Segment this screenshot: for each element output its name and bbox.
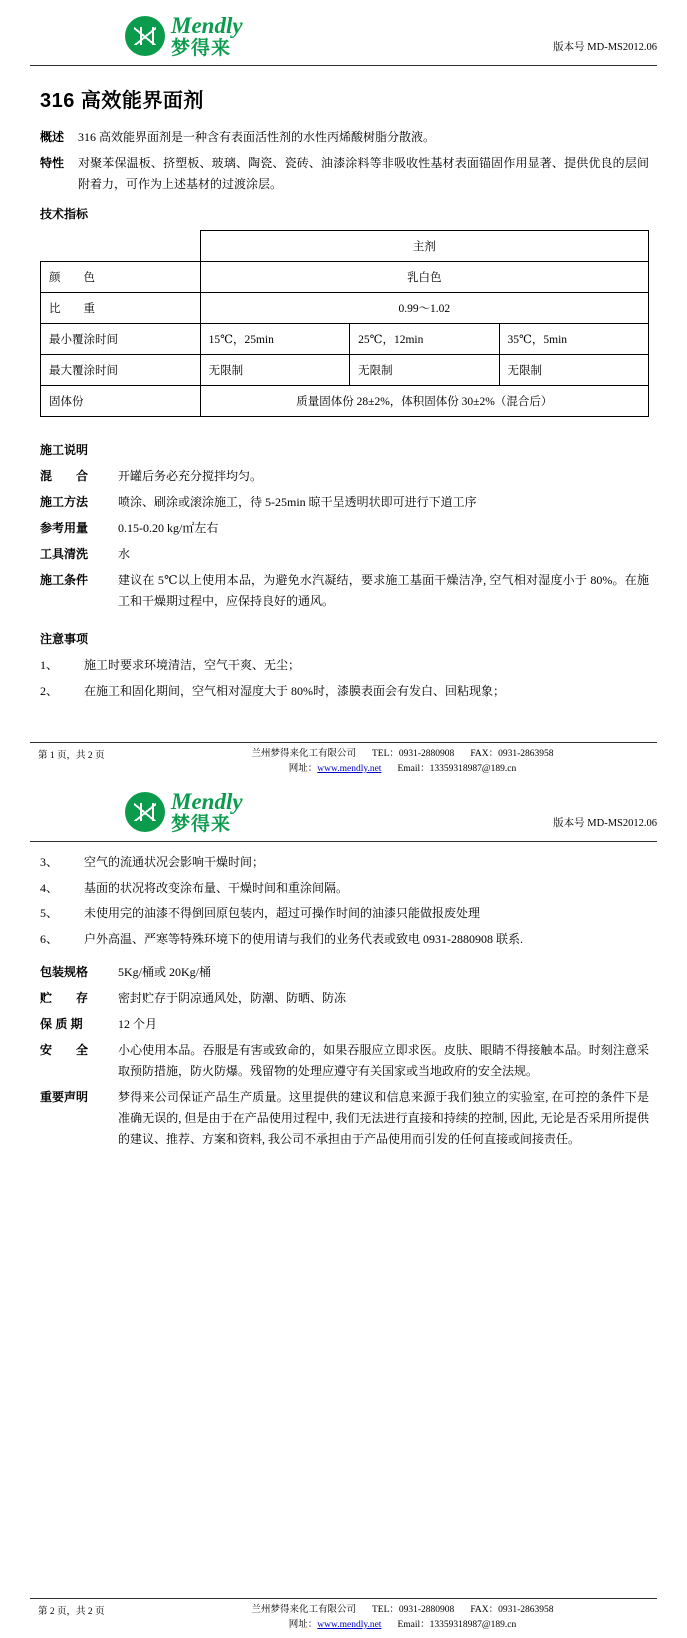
construction-text: 开罐后务必充分搅拌均匀。 [118,469,263,483]
notice-item [40,655,649,677]
footer-tel-label: TEL： [371,1604,399,1615]
spec-row-value: 35℃，5min [499,324,648,355]
tail-item [40,988,649,1009]
construction-label: 施工条件 [40,573,89,587]
tail-label: 重要声明 [40,1090,89,1105]
footer-tel: 0931-2880908 [398,1604,455,1615]
notice-number: 1、 [40,658,59,672]
spec-row-value: 无限制 [350,355,499,386]
spec-row-label: 固体份 [41,386,201,417]
notice-text: 空气的流通状况会影响干燥时间； [84,855,265,869]
header-divider [30,65,657,66]
page-header [0,0,687,62]
notice-number: 6、 [40,931,59,946]
brand-name-en: Mendly [171,13,243,38]
notice-number: 5、 [40,906,59,921]
tail-item [40,962,649,983]
spec-row-value: 无限制 [499,355,648,386]
mendly-logo-icon [125,16,165,56]
tail-text: 密封贮存于阴凉通风处，防潮、防晒、防冻 [118,991,347,1006]
notice-item [40,852,649,874]
features-row [40,153,649,195]
table-row [41,262,649,293]
footer-email-label: Email： [397,1619,430,1630]
spec-empty-corner [41,231,201,262]
page-2 [0,782,687,1638]
overview-text: 316 高效能界面剂是一种含有表面活性剂的水性丙烯酸树脂分散液。 [78,130,436,144]
footer-tel-label: TEL： [371,748,399,759]
brand-text [171,790,243,834]
spec-row-value: 无限制 [200,355,349,386]
notice-text: 未使用完的油漆不得倒回原包装内，超过可操作时间的油漆只能做报废处理 [84,906,481,921]
spec-heading: 技术指标 [40,207,89,221]
table-row [41,231,649,262]
footer-fax-label: FAX： [470,748,499,759]
spec-table [40,230,649,417]
tail-label: 包装规格 [40,965,89,980]
notice-item [40,878,649,900]
spec-row-label: 颜 色 [41,262,201,293]
construction-item [40,570,649,612]
page1-content [0,127,687,702]
construction-label: 工具清洗 [40,547,89,561]
spec-row-value: 25℃，12min [350,324,499,355]
page2-content [0,842,687,1150]
table-row [41,386,649,417]
construction-item [40,492,649,513]
notice-number: 3、 [40,855,59,869]
version-note: 版本号 MD-MS2012.06 [553,818,657,829]
table-row [41,293,649,324]
tail-label: 贮 存 [40,991,89,1006]
page2-footer [0,1598,687,1633]
tail-item [40,1087,649,1150]
spec-row-label: 最大覆涂时间 [41,355,201,386]
notice-text: 施工时要求环境清洁，空气干爽、无尘； [84,658,301,672]
features-text: 对聚苯保温板、挤塑板、玻璃、陶瓷、瓷砖、油漆涂料等非吸收性基材表面锚固作用显著、提供优良的层间附着力，可作为上述基材的过渡涂层。 [78,156,649,191]
overview-label: 概述 [40,130,65,144]
table-row [41,355,649,386]
footer-site-label: 网址： [288,763,318,774]
footer-email: 13359318987@189.cn [429,763,517,774]
spec-row-value: 15℃，25min [200,324,349,355]
overview-row [40,127,649,148]
page-1 [0,0,687,782]
notice-item [40,903,649,925]
page-title: 316 高效能界面剂 [40,90,204,112]
construction-heading: 施工说明 [40,443,89,457]
footer-company: 兰州梦得来化工有限公司 [251,748,356,759]
page-number: 第 1 页，共 2 页 [38,750,105,761]
spec-row-value: 质量固体份 28±2%，体积固体份 30±2%（混合后） [200,386,648,417]
footer-company: 兰州梦得来化工有限公司 [251,1604,356,1615]
footer-fax: 0931-2863958 [498,748,554,759]
brand-logo [125,790,243,834]
tail-item [40,1040,649,1082]
features-label: 特性 [40,156,65,170]
mendly-logo-icon [125,792,165,832]
notice-text: 基面的状况将改变涂布量、干燥时间和重涂间隔。 [84,880,349,895]
notice-text: 户外高温、严寒等特殊环境下的使用请与我们的业务代表或致电 0931-2880908 联系. [84,931,523,946]
spec-row-value: 0.99～1.02 [200,293,648,324]
spec-row-label: 最小覆涂时间 [41,324,201,355]
brand-text [171,14,243,58]
construction-text: 建议在 5℃以上使用本品，为避免水汽凝结，要求施工基面干燥洁净, 空气相对湿度小于 80%。在施工和干燥期过程中，应保持良好的通风。 [118,573,649,608]
spec-row-value: 乳白色 [200,262,648,293]
tail-text: 小心使用本品。吞服是有害或致命的，如果吞服应立即求医。皮肤、眼睛不得接触本品。时刻注意采取预防措施，防火防爆。残留物的处理应遵守有关国家或当地政府的安全法规。 [118,1043,649,1079]
table-row [41,324,649,355]
version-note: 版本号 MD-MS2012.06 [553,42,657,53]
brand-name-cn: 梦得来 [171,38,232,59]
spec-row-label: 比 重 [41,293,201,324]
construction-item [40,544,649,565]
footer-email: 13359318987@189.cn [429,1619,517,1630]
tail-text: 梦得来公司保证产品生产质量。这里提供的建议和信息来源于我们独立的实验室, 在可控的条件下是准确无误的, 但是由于在产品使用过程中, 我们无法进行直接和持续的控制, 因此, 无论是否采用所提供的建议、推荐、方案和资料, 我公司不承担由于产品使用而引发的任何直接或间接责任。 [118,1090,649,1147]
notice-item [40,929,649,951]
construction-label: 混 合 [40,469,89,483]
footer-site-label: 网址： [288,1619,318,1630]
tail-item [40,1014,649,1035]
tail-text: 5Kg/桶或 20Kg/桶 [118,965,212,980]
construction-text: 喷涂、刷涂或滚涂施工，待 5-25min 晾干呈透明状即可进行下道工序 [118,495,477,509]
construction-item [40,518,649,539]
notice-heading: 注意事项 [40,632,89,646]
construction-text: 水 [118,547,131,561]
notice-number: 4、 [40,880,59,895]
brand-logo [125,14,243,58]
page1-footer [0,742,687,777]
footer-tel: 0931-2880908 [398,748,455,759]
construction-item [40,466,649,487]
tail-label: 保 质 期 [40,1017,83,1032]
footer-fax-label: FAX： [470,1604,499,1615]
construction-text: 0.15-0.20 kg/㎡左右 [118,521,219,535]
footer-email-label: Email： [397,763,430,774]
tail-label: 安 全 [40,1043,89,1058]
page-number: 第 2 页，共 2 页 [38,1606,105,1617]
footer-fax: 0931-2863958 [498,1604,554,1615]
construction-label: 参考用量 [40,521,89,535]
tail-text: 12 个月 [118,1017,158,1032]
brand-name-en: Mendly [171,789,243,814]
construction-label: 施工方法 [40,495,89,509]
footer-divider [30,742,657,743]
footer-site-link[interactable]: www.mendly.net [317,1619,382,1630]
page2-header [0,782,687,838]
footer-site-link[interactable]: www.mendly.net [317,763,382,774]
spec-header-main: 主剂 [200,231,648,262]
notice-item [40,681,649,703]
brand-name-cn: 梦得来 [171,814,232,835]
notice-number: 2、 [40,683,59,698]
notice-text: 在施工和固化期间，空气相对湿度大于 80%时，漆膜表面会有发白、回粘现象； [84,683,505,698]
footer-divider [30,1598,657,1599]
